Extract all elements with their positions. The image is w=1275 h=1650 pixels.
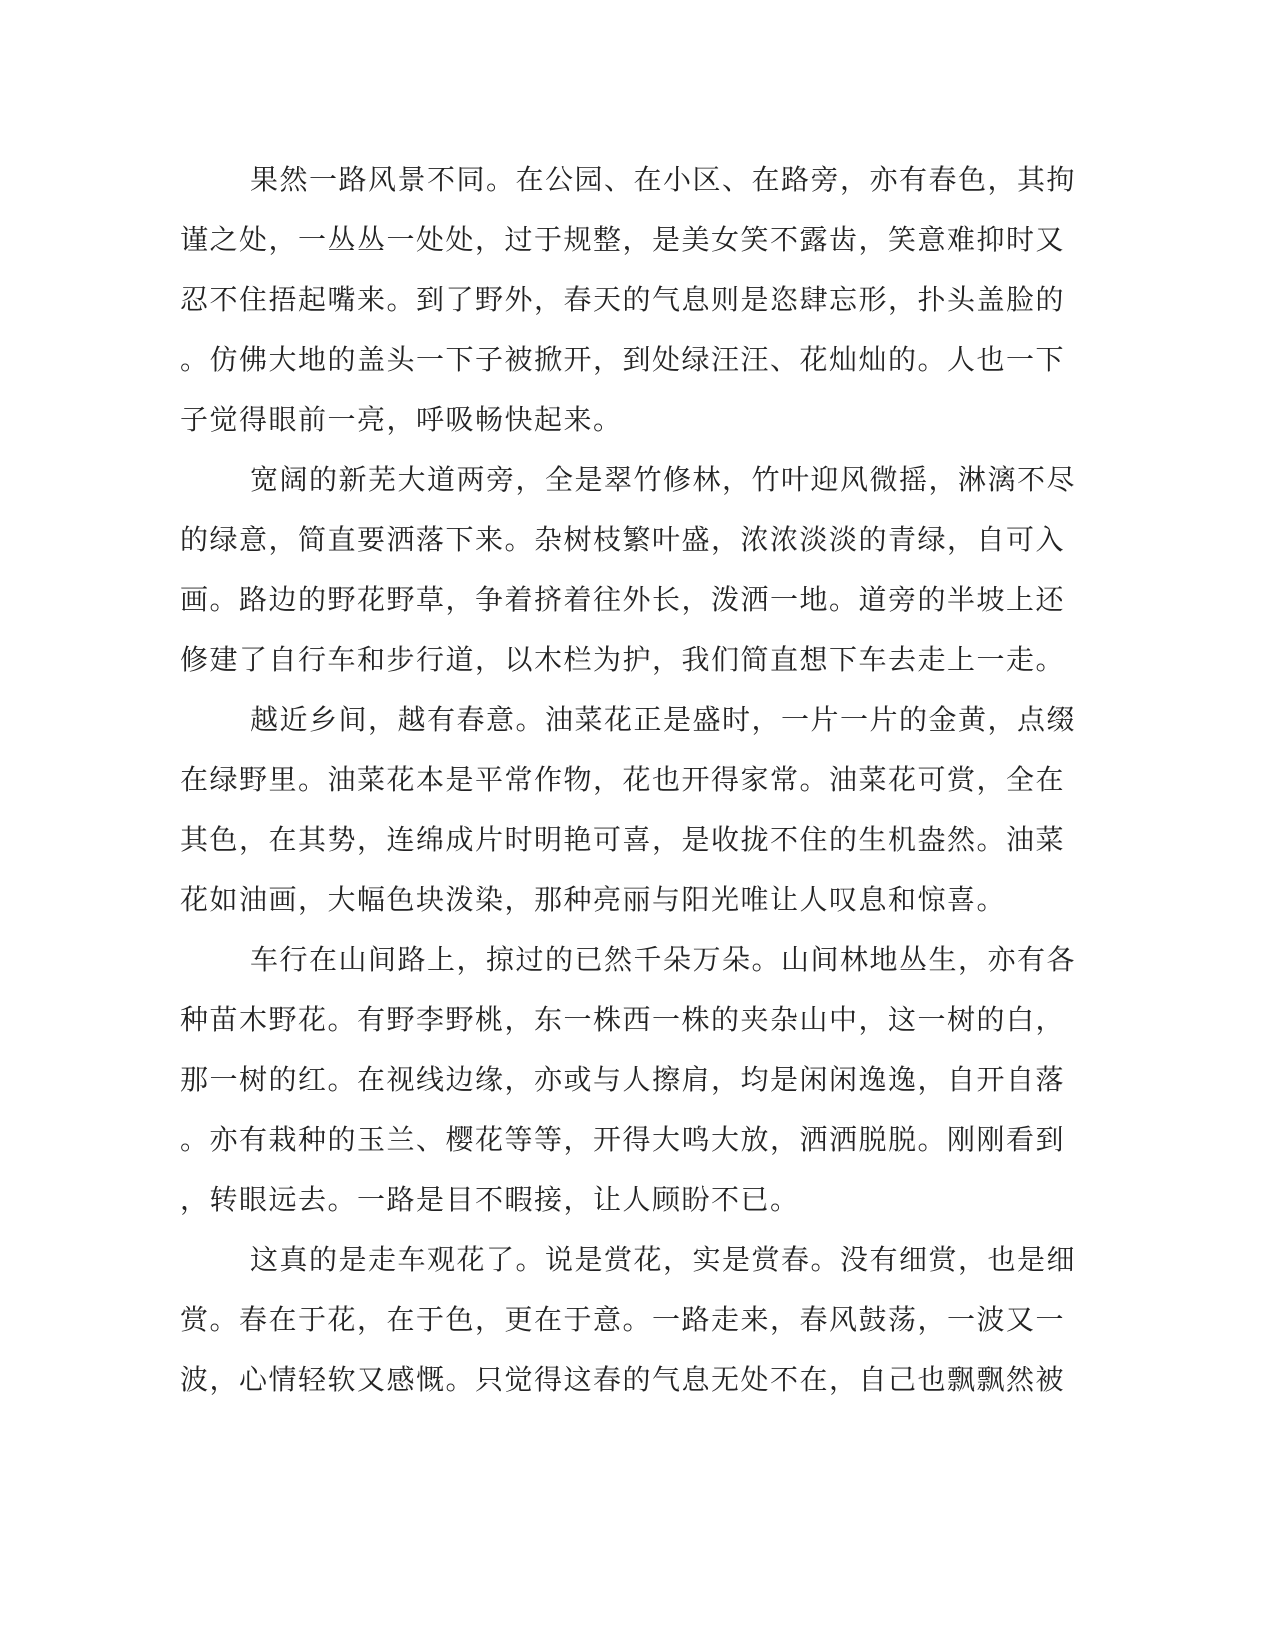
paragraph xyxy=(180,690,1077,930)
text-line: 那一树的红。在视线边缘，亦或与人擦肩，均是闲闲逸逸，自开自落 xyxy=(180,1063,1066,1096)
paragraph xyxy=(180,930,1077,1230)
text-line: 种苗木野花。有野李野桃，东一株西一株的夹杂山中，这一树的白， xyxy=(180,1003,1066,1036)
article-body xyxy=(180,150,1077,1410)
text-line: 。仿佛大地的盖头一下子被掀开，到处绿汪汪、花灿灿的。人也一下 xyxy=(180,343,1066,376)
text-line: 这真的是走车观花了。说是赏花，实是赏春。没有细赏，也是细 xyxy=(250,1243,1077,1276)
text-line: 在绿野里。油菜花本是平常作物，花也开得家常。油菜花可赏，全在 xyxy=(180,763,1066,796)
paragraph xyxy=(180,450,1077,690)
text-line: 其色，在其势，连绵成片时明艳可喜，是收拢不住的生机盎然。油菜 xyxy=(180,823,1066,856)
paragraph xyxy=(180,1230,1077,1410)
text-line: 波，心情轻软又感慨。只觉得这春的气息无处不在，自己也飘飘然被 xyxy=(180,1363,1066,1396)
text-line: 宽阔的新芜大道两旁，全是翠竹修林，竹叶迎风微摇，淋漓不尽 xyxy=(250,463,1077,496)
text-line: 修建了自行车和步行道，以木栏为护，我们简直想下车去走上一走。 xyxy=(180,643,1066,676)
paragraph xyxy=(180,150,1077,450)
text-line: 谨之处，一丛丛一处处，过于规整，是美女笑不露齿，笑意难抑时又 xyxy=(180,223,1066,256)
text-line: 忍不住捂起嘴来。到了野外，春天的气息则是恣肆忘形，扑头盖脸的 xyxy=(180,283,1066,316)
text-line: 子觉得眼前一亮，呼吸畅快起来。 xyxy=(180,403,623,436)
text-line: 果然一路风景不同。在公园、在小区、在路旁，亦有春色，其拘 xyxy=(250,163,1077,196)
text-line: 的绿意，简直要洒落下来。杂树枝繁叶盛，浓浓淡淡的青绿，自可入 xyxy=(180,523,1066,556)
text-line: 画。路边的野花野草，争着挤着往外长，泼洒一地。道旁的半坡上还 xyxy=(180,583,1066,616)
text-line: 赏。春在于花，在于色，更在于意。一路走来，春风鼓荡，一波又一 xyxy=(180,1303,1066,1336)
text-line: 花如油画，大幅色块泼染，那种亮丽与阳光唯让人叹息和惊喜。 xyxy=(180,883,1007,916)
text-line: ，转眼远去。一路是目不暇接，让人顾盼不已。 xyxy=(180,1183,800,1216)
text-line: 。亦有栽种的玉兰、樱花等等，开得大鸣大放，洒洒脱脱。刚刚看到 xyxy=(180,1123,1066,1156)
text-line: 越近乡间，越有春意。油菜花正是盛时，一片一片的金黄，点缀 xyxy=(250,703,1077,736)
text-line: 车行在山间路上，掠过的已然千朵万朵。山间林地丛生，亦有各 xyxy=(250,943,1077,976)
